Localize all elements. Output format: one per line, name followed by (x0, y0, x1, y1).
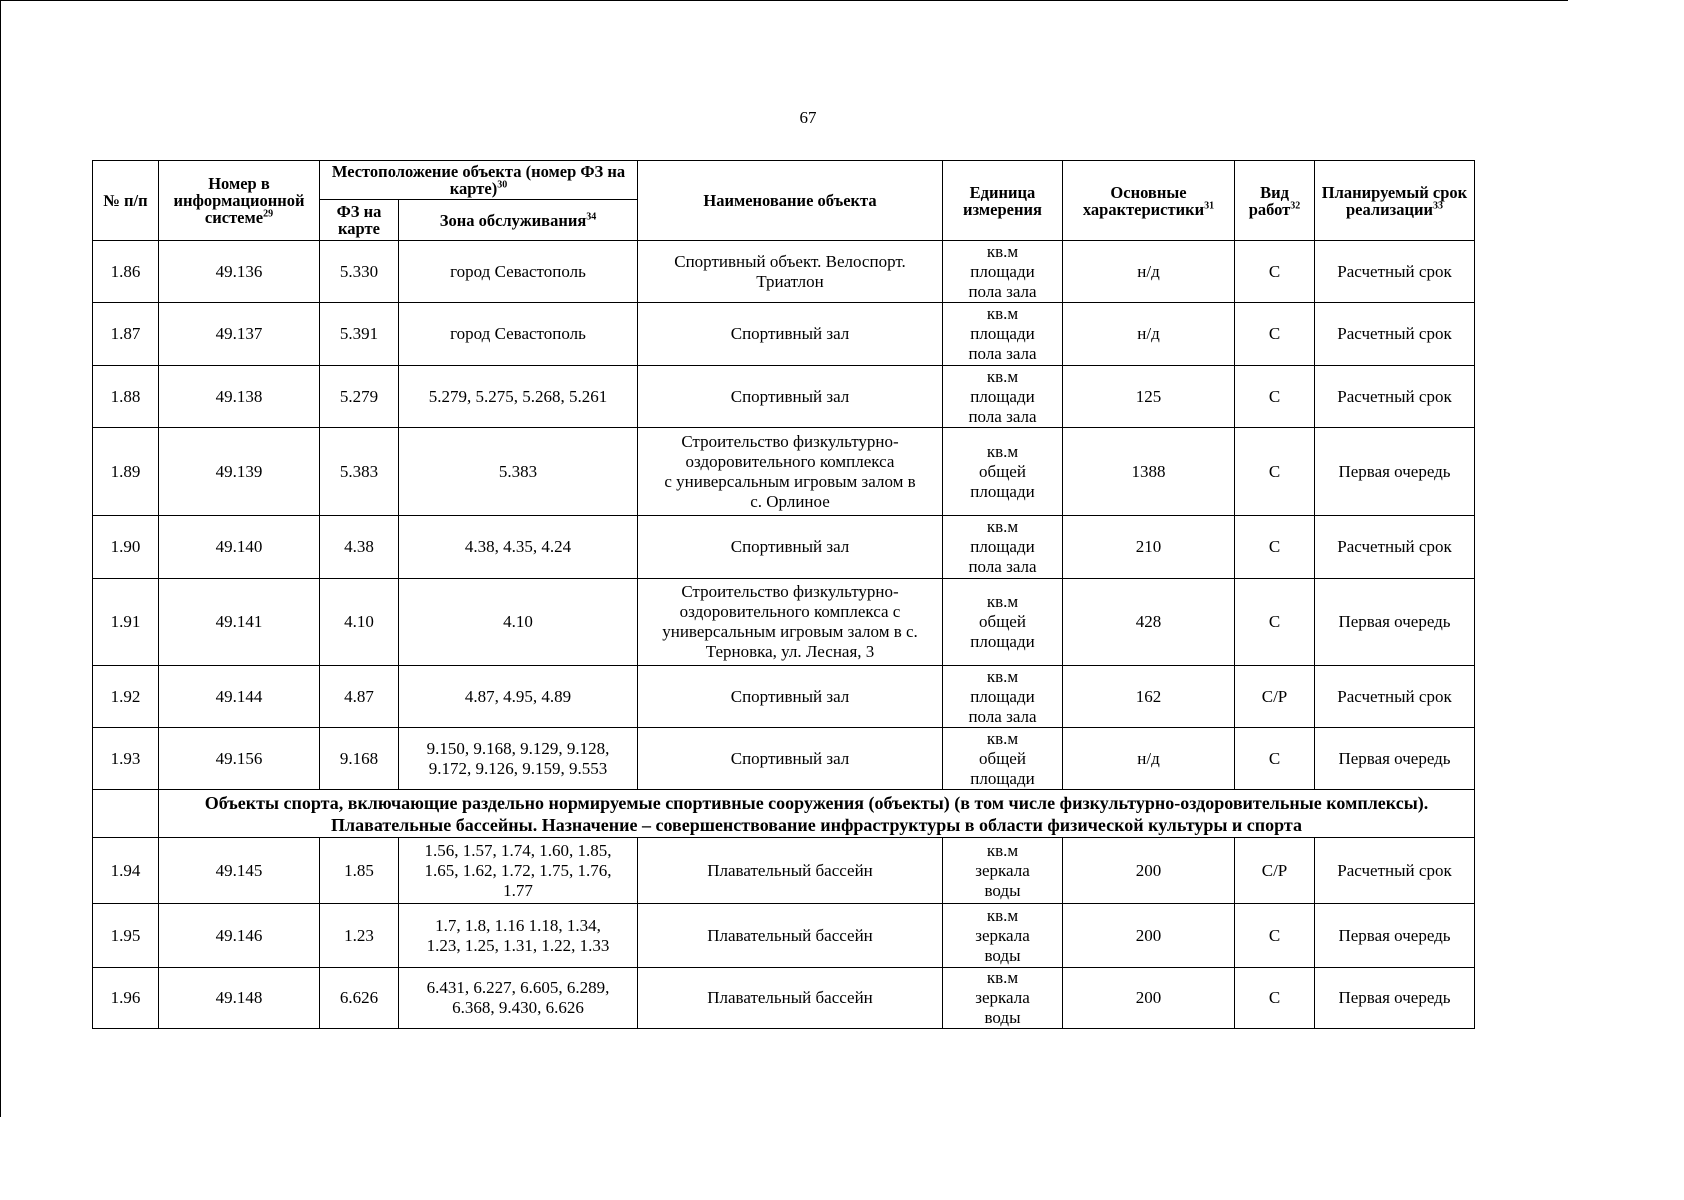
row-term: Расчетный срок (1315, 666, 1475, 728)
row-fz: 6.626 (320, 968, 399, 1029)
row-zone: 6.431, 6.227, 6.605, 6.289, 6.368, 9.430, 6.626 (399, 968, 638, 1029)
row-zone: 1.56, 1.57, 1.74, 1.60, 1.85, 1.65, 1.62, 1.72, 1.75, 1.76, 1.77 (399, 838, 638, 904)
row-zone: 5.279, 5.275, 5.268, 5.261 (399, 366, 638, 428)
table-row (93, 579, 1475, 666)
row-system-number: 49.140 (159, 516, 320, 579)
row-object-name: Плавательный бассейн (638, 904, 943, 968)
table-row (93, 428, 1475, 516)
row-characteristics: н/д (1063, 241, 1235, 303)
row-characteristics: 428 (1063, 579, 1235, 666)
table-row (93, 303, 1475, 366)
row-unit: кв.м площади пола зала (943, 366, 1063, 428)
row-term: Расчетный срок (1315, 366, 1475, 428)
header-object-name: Наименование объекта (638, 161, 943, 241)
table-row (93, 838, 1475, 904)
rows-group-a (93, 241, 1475, 790)
row-unit: кв.м зеркала воды (943, 968, 1063, 1029)
header-work-type: Вид работ$^{32}$ (1235, 161, 1315, 241)
row-zone: 9.150, 9.168, 9.129, 9.128, 9.172, 9.126, 9.159, 9.553 (399, 728, 638, 790)
row-work-type: С (1235, 516, 1315, 579)
row-system-number: 49.137 (159, 303, 320, 366)
row-num: 1.91 (93, 579, 159, 666)
row-zone: 1.7, 1.8, 1.16 1.18, 1.34, 1.23, 1.25, 1.31, 1.22, 1.33 (399, 904, 638, 968)
header-system-number: Номер в информационной системе$^{29}$ (159, 161, 320, 241)
row-system-number: 49.156 (159, 728, 320, 790)
row-zone: 5.383 (399, 428, 638, 516)
row-system-number: 49.148 (159, 968, 320, 1029)
header-row (93, 161, 1475, 200)
row-characteristics: 210 (1063, 516, 1235, 579)
row-term: Расчетный срок (1315, 241, 1475, 303)
row-zone: город Севастополь (399, 303, 638, 366)
row-object-name: Плавательный бассейн (638, 838, 943, 904)
row-fz: 5.330 (320, 241, 399, 303)
row-object-name: Спортивный объект. Велоспорт. Триатлон (638, 241, 943, 303)
header-unit: Единица измерения (943, 161, 1063, 241)
row-characteristics: 162 (1063, 666, 1235, 728)
row-num: 1.96 (93, 968, 159, 1029)
row-unit: кв.м зеркала воды (943, 904, 1063, 968)
table-row (93, 241, 1475, 303)
row-term: Первая очередь (1315, 579, 1475, 666)
row-characteristics: 200 (1063, 838, 1235, 904)
row-fz: 5.391 (320, 303, 399, 366)
row-unit: кв.м площади пола зала (943, 241, 1063, 303)
row-unit: кв.м площади пола зала (943, 666, 1063, 728)
table-row (93, 516, 1475, 579)
row-num: 1.95 (93, 904, 159, 968)
row-unit: кв.м общей площади (943, 428, 1063, 516)
row-num: 1.89 (93, 428, 159, 516)
row-fz: 5.279 (320, 366, 399, 428)
row-characteristics: н/д (1063, 303, 1235, 366)
section-row (93, 790, 1475, 838)
table-row (93, 366, 1475, 428)
section-title: Объекты спорта, включающие раздельно нормируемые спортивные сооружения (объекты) (в том числе физкультурно-оздоровительные комплексы). Плавательные бассейны. Назначение – совершенствование инфраструктуры в области физической культуры и спорта (159, 790, 1475, 838)
header-term: Планируемый срок реализации$^{33}$ (1315, 161, 1475, 241)
table-row (93, 666, 1475, 728)
header-num: № п/п (93, 161, 159, 241)
section-group (93, 790, 1475, 838)
row-object-name: Спортивный зал (638, 728, 943, 790)
row-term: Расчетный срок (1315, 516, 1475, 579)
row-num: 1.93 (93, 728, 159, 790)
section-num-cell (93, 790, 159, 838)
row-term: Первая очередь (1315, 728, 1475, 790)
row-fz: 5.383 (320, 428, 399, 516)
row-system-number: 49.146 (159, 904, 320, 968)
row-num: 1.86 (93, 241, 159, 303)
row-work-type: С (1235, 968, 1315, 1029)
rows-group-b (93, 838, 1475, 1029)
row-term: Первая очередь (1315, 968, 1475, 1029)
header-characteristics: Основные характеристики$^{31}$ (1063, 161, 1235, 241)
row-num: 1.90 (93, 516, 159, 579)
header-fz: ФЗ на карте (320, 200, 399, 241)
row-characteristics: 125 (1063, 366, 1235, 428)
row-unit: кв.м зеркала воды (943, 838, 1063, 904)
row-term: Первая очередь (1315, 904, 1475, 968)
row-work-type: С (1235, 303, 1315, 366)
row-zone: город Севастополь (399, 241, 638, 303)
row-object-name: Спортивный зал (638, 366, 943, 428)
table-row (93, 904, 1475, 968)
row-term: Расчетный срок (1315, 838, 1475, 904)
row-term: Расчетный срок (1315, 303, 1475, 366)
row-object-name: Спортивный зал (638, 303, 943, 366)
objects-table (92, 160, 1475, 1029)
row-system-number: 49.136 (159, 241, 320, 303)
row-term: Первая очередь (1315, 428, 1475, 516)
row-fz: 9.168 (320, 728, 399, 790)
row-object-name: Плавательный бассейн (638, 968, 943, 1029)
table-row (93, 728, 1475, 790)
row-unit: кв.м общей площади (943, 728, 1063, 790)
row-fz: 4.38 (320, 516, 399, 579)
header-location: Местоположение объекта (номер ФЗ на карте)$^{30}$ (320, 161, 638, 200)
row-work-type: С/Р (1235, 666, 1315, 728)
row-work-type: С (1235, 728, 1315, 790)
row-object-name: Спортивный зал (638, 516, 943, 579)
row-num: 1.92 (93, 666, 159, 728)
row-system-number: 49.144 (159, 666, 320, 728)
row-zone: 4.10 (399, 579, 638, 666)
row-system-number: 49.145 (159, 838, 320, 904)
row-unit: кв.м общей площади (943, 579, 1063, 666)
row-unit: кв.м площади пола зала (943, 303, 1063, 366)
row-system-number: 49.139 (159, 428, 320, 516)
scan-edge-left (0, 0, 1, 1117)
row-object-name: Строительство физкультурно- оздоровительного комплекса с универсальным игровым залом в с. Орлиное (638, 428, 943, 516)
row-characteristics: н/д (1063, 728, 1235, 790)
row-object-name: Строительство физкультурно- оздоровительного комплекса с универсальным игровым залом в с. Терновка, ул. Лесная, 3 (638, 579, 943, 666)
row-fz: 1.23 (320, 904, 399, 968)
row-fz: 4.87 (320, 666, 399, 728)
row-characteristics: 200 (1063, 904, 1235, 968)
row-work-type: С (1235, 241, 1315, 303)
table-row (93, 968, 1475, 1029)
row-object-name: Спортивный зал (638, 666, 943, 728)
row-unit: кв.м площади пола зала (943, 516, 1063, 579)
row-num: 1.94 (93, 838, 159, 904)
row-work-type: С (1235, 579, 1315, 666)
page-number: 67 (799, 108, 817, 127)
row-work-type: С/Р (1235, 838, 1315, 904)
scan-edge-top (0, 0, 1568, 1)
row-system-number: 49.138 (159, 366, 320, 428)
row-work-type: С (1235, 366, 1315, 428)
row-work-type: С (1235, 904, 1315, 968)
row-zone: 4.38, 4.35, 4.24 (399, 516, 638, 579)
row-num: 1.88 (93, 366, 159, 428)
row-characteristics: 1388 (1063, 428, 1235, 516)
header-zone: Зона обслуживания$^{34}$ (399, 200, 638, 241)
row-characteristics: 200 (1063, 968, 1235, 1029)
row-work-type: С (1235, 428, 1315, 516)
row-system-number: 49.141 (159, 579, 320, 666)
row-fz: 1.85 (320, 838, 399, 904)
row-zone: 4.87, 4.95, 4.89 (399, 666, 638, 728)
row-num: 1.87 (93, 303, 159, 366)
row-fz: 4.10 (320, 579, 399, 666)
